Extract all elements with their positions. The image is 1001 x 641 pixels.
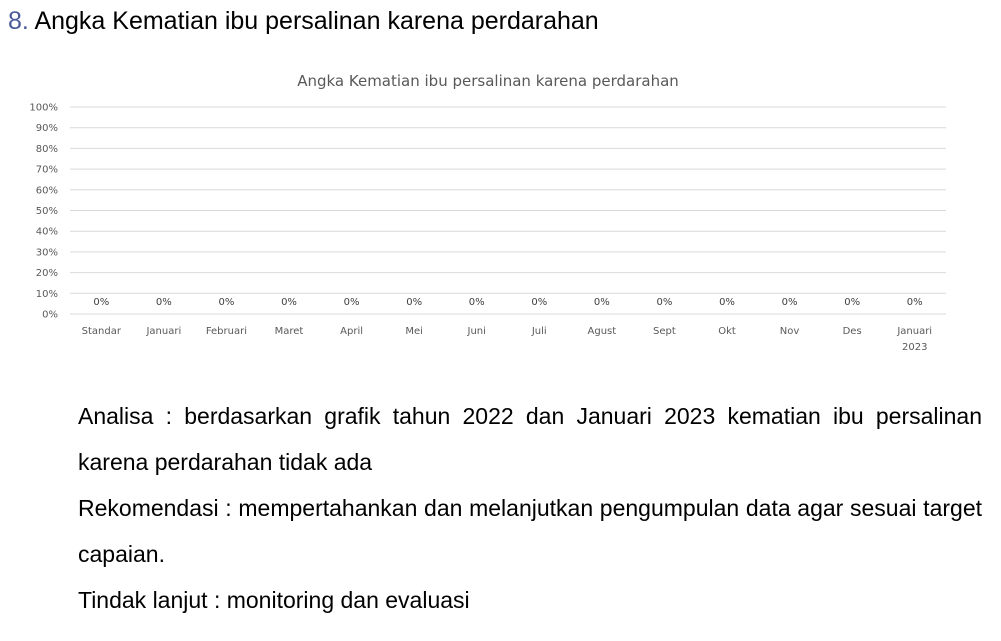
x-tick-label: Maret [274, 326, 304, 337]
y-tick-label: 80% [35, 143, 58, 155]
chart-y-axis [29, 103, 58, 321]
heading-number: 8. [8, 7, 29, 35]
y-tick-label: 90% [35, 123, 58, 135]
chart [0, 60, 1001, 370]
x-tick-label: Juni [467, 326, 486, 337]
x-tick-label: Februari [205, 326, 248, 337]
data-label: 0% [719, 297, 735, 308]
data-label: 0% [906, 297, 923, 308]
x-tick-label: Nov [779, 326, 800, 337]
data-label: 0% [656, 297, 673, 308]
data-label: 0% [531, 297, 548, 308]
x-tick-label: Januari [146, 326, 182, 337]
x-tick-label: Des [842, 326, 862, 337]
tindak-lanjut-text: Tindak lanjut : monitoring dan evaluasi [78, 587, 470, 613]
data-label: 0% [155, 297, 172, 308]
y-tick-label: 30% [35, 247, 58, 259]
data-label: 0% [343, 297, 360, 308]
rekomendasi-text: Rekomendasi : mempertahankan dan melanjutkan pengumpulan data agar sesuai target capaian. [78, 495, 982, 567]
analisa-text: Analisa : berdasarkan grafik tahun 2022 dan Januari 2023 kematian ibu persalinan karena perdarahan tidak ada [78, 403, 982, 475]
page-heading [8, 6, 599, 36]
data-label: 0% [218, 297, 235, 308]
x-tick-label: Sept [653, 326, 676, 337]
data-label: 0% [593, 297, 610, 308]
y-tick-label: 20% [35, 268, 58, 280]
chart-data-labels [93, 297, 922, 308]
heading-text: Angka Kematian ibu persalinan karena perdarahan [34, 7, 599, 35]
y-tick-label: 10% [35, 288, 58, 300]
y-tick-label: 100% [29, 102, 58, 114]
x-tick-label: Standar [81, 326, 121, 337]
chart-x-axis [82, 326, 932, 353]
data-label: 0% [406, 297, 423, 308]
chart-title: Angka Kematian ibu persalinan karena perdarahan [297, 72, 679, 90]
chart-gridlines [70, 107, 946, 314]
x-tick-label: Okt [718, 326, 736, 337]
data-label: 0% [281, 297, 297, 308]
y-tick-label: 40% [35, 226, 58, 238]
analysis-notes [78, 393, 982, 623]
data-label: 0% [93, 297, 110, 308]
y-tick-label: 70% [35, 164, 58, 176]
y-tick-label: 60% [35, 185, 58, 197]
x-tick-label: April [340, 326, 364, 337]
x-tick-label: Agust [587, 326, 617, 337]
y-tick-label: 0% [42, 309, 58, 321]
data-label: 0% [468, 297, 485, 308]
y-tick-label: 50% [35, 206, 58, 217]
data-label: 0% [781, 297, 798, 308]
x-tick-label: Januari 2023 [897, 326, 933, 353]
x-tick-label: Mei [405, 326, 423, 337]
data-label: 0% [844, 297, 861, 308]
x-tick-label: Juli [531, 326, 547, 337]
